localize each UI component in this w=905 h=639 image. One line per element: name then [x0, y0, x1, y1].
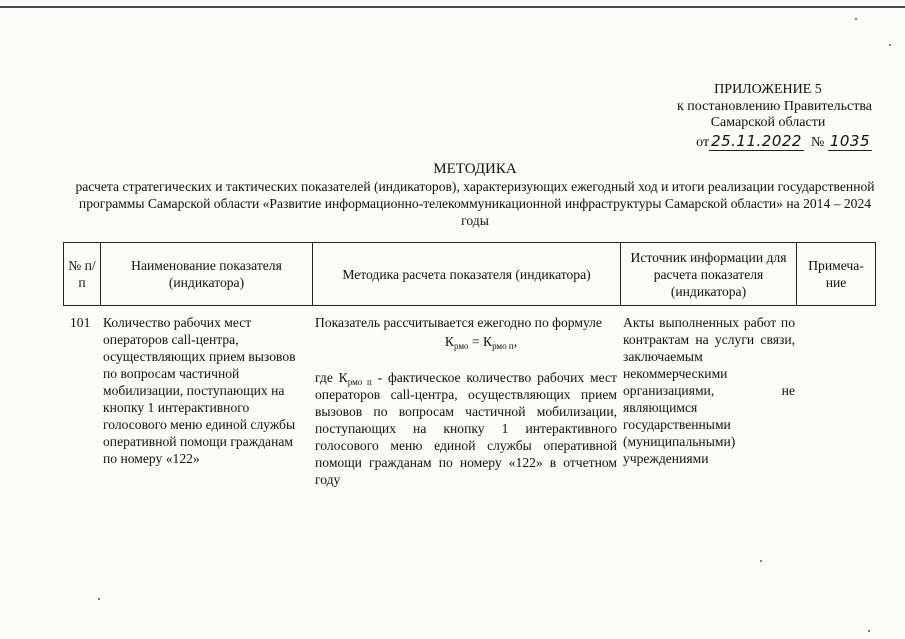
date-prefix: от	[696, 134, 710, 150]
method-definition: - фактическое количество рабочих мест операторов call-центра, осуществляющих прием вызовов по вопросам частичной мобилизации, поступающих на кнопку 1 интерактивного голосового меню единой службы оперативной помощи гражданам по номеру «122» в отчетном году	[315, 370, 617, 487]
decree-number: 1035	[829, 131, 870, 150]
row-method	[315, 314, 617, 488]
document-subtitle: расчета стратегических и тактических показателей (индикаторов), характеризующих ежегодный ход и итоги реализации государственной программы Самарской области «Развитие информационно-телекоммуникационной инфраструктуры Самарской области» на 2014 – 2024 годы	[75, 179, 875, 228]
document-title: МЕТОДИКА	[433, 161, 517, 177]
appendix-block	[642, 82, 872, 151]
method-formula: $К_{рмо} = К_{рмо п}$,	[444, 334, 518, 351]
appendix-region-line: Самарской области	[710, 115, 826, 130]
table-header	[63, 242, 876, 306]
scan-speck	[889, 44, 891, 46]
method-where: где К	[315, 370, 348, 385]
scan-speck	[98, 598, 100, 600]
method-intro: Показатель рассчитывается ежегодно по формуле	[315, 315, 602, 330]
scan-speck	[855, 18, 857, 20]
scan-speck	[868, 630, 870, 632]
decree-date: 25.11.2022	[711, 131, 802, 150]
header-method: Методика расчета показателя (индикатора)	[313, 243, 621, 306]
method-where-sub: рмо п	[347, 377, 372, 387]
appendix-date-number-row	[642, 133, 872, 152]
scan-top-border	[0, 6, 905, 8]
appendix-title: ПРИЛОЖЕНИЕ 5	[714, 82, 822, 97]
header-source: Источник информации для расчета показателя (индикатора)	[621, 243, 797, 306]
number-prefix: №	[810, 134, 825, 150]
header-note: Примеча-ние	[797, 243, 876, 306]
header-indicator-name: Наименование показателя (индикатора)	[101, 243, 313, 306]
scan-speck	[760, 560, 762, 562]
row-number: 101	[70, 315, 91, 330]
row-source: Акты выполненных работ по контрактам на услуги связи, заключаемым некоммерческими организациями, не являющимся государственными (муниципальными) учреждениями	[623, 315, 795, 466]
header-number: № п/п	[64, 243, 101, 306]
table-header-row	[64, 243, 876, 306]
row-indicator-name: Количество рабочих мест операторов call-центра, осуществляющих прием вызовов по вопросам частичной мобилизации, поступающих на кнопку 1 интерактивного голосового меню единой службы оперативной помощи гражданам по номеру «122»	[103, 315, 296, 466]
appendix-decree-line: к постановлению Правительства	[676, 98, 872, 114]
